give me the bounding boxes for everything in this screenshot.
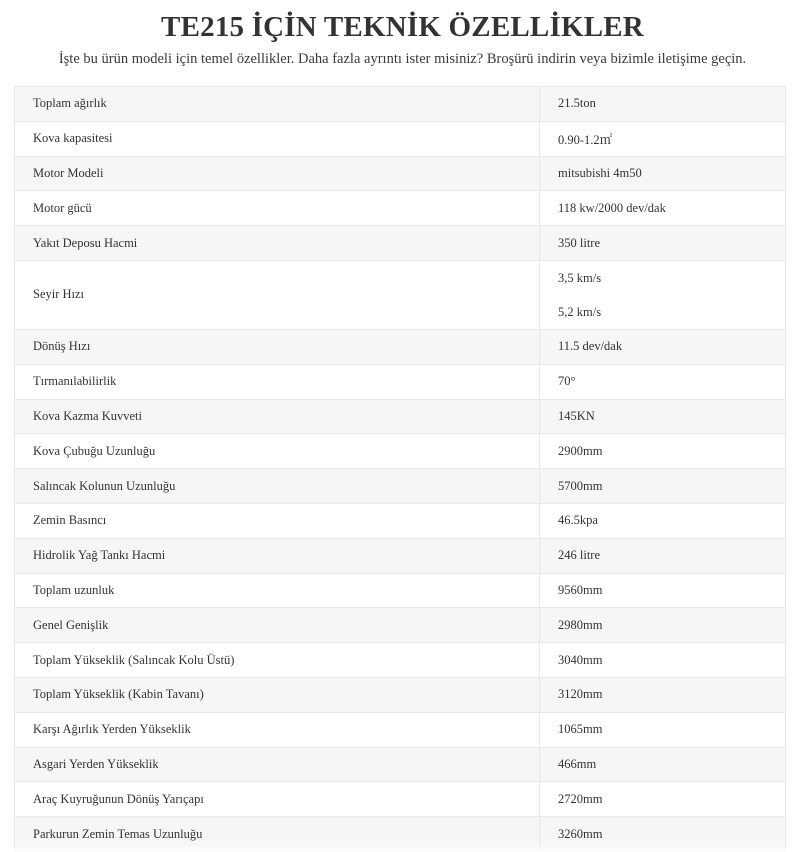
spec-label: Toplam Yükseklik (Kabin Tavanı): [15, 677, 540, 712]
spec-row: [15, 260, 786, 329]
spec-value: 118 kw/2000 dev/dak: [540, 191, 786, 226]
spec-row: [15, 329, 786, 364]
spec-row: [15, 399, 786, 434]
spec-value: 3120mm: [540, 677, 786, 712]
spec-value: 2980mm: [540, 608, 786, 643]
spec-label: Zemin Basıncı: [15, 503, 540, 538]
spec-value: 246 litre: [540, 538, 786, 573]
spec-label: Asgari Yerden Yükseklik: [15, 747, 540, 782]
spec-value: [540, 260, 786, 329]
spec-row: [15, 121, 786, 156]
spec-label: Tırmanılabilirlik: [15, 364, 540, 399]
spec-label: Toplam uzunluk: [15, 573, 540, 608]
spec-label: Karşı Ağırlık Yerden Yükseklik: [15, 712, 540, 747]
spec-label: Kova kapasitesi: [15, 121, 540, 156]
spec-label: Araç Kuyruğunun Dönüş Yarıçapı: [15, 782, 540, 817]
spec-row: [15, 538, 786, 573]
spec-value: 3040mm: [540, 643, 786, 678]
spec-table: [14, 86, 786, 852]
spec-label: Parkurun Zemin Temas Uzunluğu: [15, 817, 540, 852]
spec-label: Salıncak Kolunun Uzunluğu: [15, 469, 540, 504]
spec-label: Toplam ağırlık: [15, 87, 540, 122]
page-title: TE215 İÇİN TEKNİK ÖZELLİKLER: [161, 11, 644, 43]
spec-value: 46.5kpa: [540, 503, 786, 538]
spec-label: Genel Genişlik: [15, 608, 540, 643]
spec-header: [0, 0, 805, 69]
spec-value: 466mm: [540, 747, 786, 782]
spec-value: mitsubishi 4m50: [540, 156, 786, 191]
spec-row: [15, 156, 786, 191]
spec-value: 1065mm: [540, 712, 786, 747]
spec-row: [15, 573, 786, 608]
spec-label: Motor gücü: [15, 191, 540, 226]
spec-row: [15, 747, 786, 782]
spec-value-line: 5,2 km/s: [558, 304, 602, 319]
spec-value: 350 litre: [540, 226, 786, 261]
spec-label: Kova Kazma Kuvveti: [15, 399, 540, 434]
spec-row: [15, 782, 786, 817]
spec-value: 145KN: [540, 399, 786, 434]
spec-label: Kova Çubuğu Uzunluğu: [15, 434, 540, 469]
spec-value: 2900mm: [540, 434, 786, 469]
spec-row: [15, 87, 786, 122]
spec-value: 9560mm: [540, 573, 786, 608]
spec-value: 5700mm: [540, 469, 786, 504]
spec-label: Motor Modeli: [15, 156, 540, 191]
spec-value: 21.5ton: [540, 87, 786, 122]
spec-row: [15, 434, 786, 469]
spec-value: 11.5 dev/dak: [540, 329, 786, 364]
spec-row: [15, 677, 786, 712]
spec-value: 3260mm: [540, 817, 786, 852]
spec-row: [15, 503, 786, 538]
spec-label: Toplam Yükseklik (Salıncak Kolu Üstü): [15, 643, 540, 678]
spec-label: Hidrolik Yağ Tankı Hacmi: [15, 538, 540, 573]
spec-row: [15, 712, 786, 747]
spec-row: [15, 226, 786, 261]
bottom-fade: [0, 844, 805, 852]
spec-value-line: 3,5 km/s: [558, 270, 602, 285]
spec-value: 2720mm: [540, 782, 786, 817]
spec-row: [15, 643, 786, 678]
page-subtitle: İşte bu ürün modeli için temel özellikler. Daha fazla ayrıntı ister misiniz? Broşürü indirin veya bizimle iletişime geçin.: [58, 51, 747, 67]
spec-value: 70°: [540, 364, 786, 399]
spec-row: [15, 469, 786, 504]
spec-row: [15, 364, 786, 399]
spec-label: Yakıt Deposu Hacmi: [15, 226, 540, 261]
spec-row: [15, 191, 786, 226]
spec-label: Seyir Hızı: [15, 260, 540, 329]
spec-value: 0.90-1.2㎡: [540, 121, 786, 156]
spec-row: [15, 608, 786, 643]
spec-label: Dönüş Hızı: [15, 329, 540, 364]
